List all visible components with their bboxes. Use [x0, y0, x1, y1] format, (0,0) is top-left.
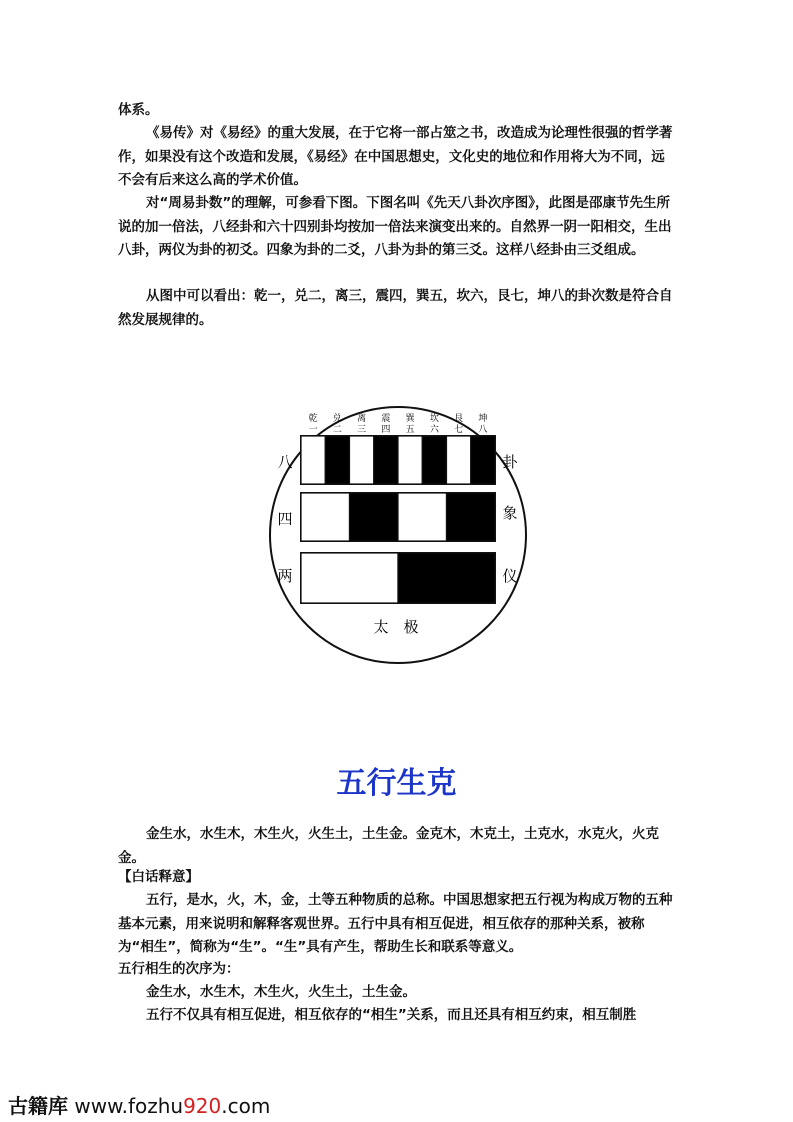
paragraph-wuxing-definition: 五行，是水，火，木，金，土等五种物质的总称。中国思想家把五行视为构成万物的五种基本元素，用来说明和解释客观世界。五行中具有相互促进，相互依存的那种关系，被称为“相生”，简称为“生”。“生”具有产生，帮助生长和联系等意义。 — [118, 892, 673, 955]
xiantian-bagua-diagram — [268, 405, 528, 665]
yang-block — [398, 436, 422, 484]
right-label-gua: 卦 — [502, 453, 518, 471]
paragraph-wuxing-cycle: 金生水，水生木，木生火，火生土，土生金。金克木，木克土，土克水，水克火，火克金。 — [118, 826, 659, 866]
yang-block — [350, 436, 374, 484]
trigram-label: 巽 — [405, 414, 415, 424]
row-bagua — [301, 436, 495, 484]
trigram-label: 震 — [381, 414, 391, 424]
trigram-number: 五 — [405, 425, 415, 435]
watermark-url-suffix: .com — [221, 1094, 271, 1118]
yang-block — [398, 493, 447, 541]
bottom-label-taiji: 太 极 — [373, 618, 419, 636]
paragraph-sheng-order: 金生水，水生木，木生火，火生土，土生金。 — [146, 984, 416, 1000]
trigram-number: 一 — [308, 425, 318, 435]
trigram-number: 二 — [332, 425, 342, 435]
paragraph-yizhuan: 《易传》对《易经》的重大发展，在于它将一部占筮之书，改造成为论理性很强的哲学著作，如果没有这个改造和发展，《易经》在中国思想史，文化史的地位和作用将大为不同，远不会有后来这么高的学术价值。 — [118, 125, 673, 188]
yin-block — [471, 436, 495, 484]
yang-block — [301, 553, 398, 603]
trigram-number: 三 — [357, 425, 367, 435]
yin-block — [447, 493, 496, 541]
yin-block — [325, 436, 349, 484]
trigram-label: 坤 — [478, 414, 488, 424]
watermark-brand: 古籍库 — [8, 1094, 68, 1118]
yang-block — [301, 436, 325, 484]
trigram-number: 四 — [381, 425, 391, 435]
paragraph-heading-explanation: 【白话释意】 — [118, 869, 199, 885]
yin-block — [350, 493, 399, 541]
trigram-label: 艮 — [454, 414, 464, 424]
paragraph-ke-intro: 五行不仅具有相互促进，相互依存的“相生”关系，而且还具有相互约束，相互制胜 — [146, 1007, 637, 1023]
yin-block — [422, 436, 446, 484]
paragraph-gua-order: 从图中可以看出：乾一，兑二，离三，震四，巽五，坎六，艮七，坤八的卦次数是符合自然发展规律的。 — [118, 288, 673, 328]
trigram-label: 兑 — [332, 414, 342, 424]
paragraph-sheng-order-label: 五行相生的次序为： — [118, 961, 240, 977]
section-title: 五行生克 — [336, 766, 457, 801]
trigram-label: 乾 — [308, 414, 318, 424]
left-label-ba: 八 — [277, 453, 293, 471]
watermark-url-prefix: www.fozhu — [68, 1094, 184, 1118]
yang-block — [447, 436, 471, 484]
trigram-label: 坎 — [429, 414, 439, 424]
yang-block — [301, 493, 350, 541]
paragraph-gua-numbers: 对“周易卦数”的理解，可参看下图。下图名叫《先天八卦次序图》，此图是邵康节先生所说的加一倍法，八经卦和六十四别卦均按加一倍法来演变出来的。自然界一阴一阳相交，生出八卦，两仪为卦的初爻。四象为卦的二爻，八卦为卦的第三爻。这样八经卦由三爻组成。 — [118, 195, 672, 258]
trigram-number: 七 — [454, 425, 464, 435]
left-label-si: 四 — [277, 510, 293, 528]
yin-block — [374, 436, 398, 484]
trigram-number: 六 — [429, 425, 439, 435]
trigram-label: 离 — [357, 414, 367, 424]
left-label-liang: 两 — [277, 567, 293, 585]
right-label-yi: 仪 — [502, 567, 518, 585]
row-sixiang — [301, 493, 495, 541]
row-liangyi — [301, 553, 495, 603]
yin-block — [398, 553, 495, 603]
right-label-xiang: 象 — [502, 504, 518, 522]
trigram-number: 八 — [478, 425, 488, 435]
site-watermark — [8, 1090, 270, 1119]
paragraph-continuation: 体系。 — [118, 102, 159, 118]
watermark-url-number: 920 — [183, 1094, 222, 1118]
